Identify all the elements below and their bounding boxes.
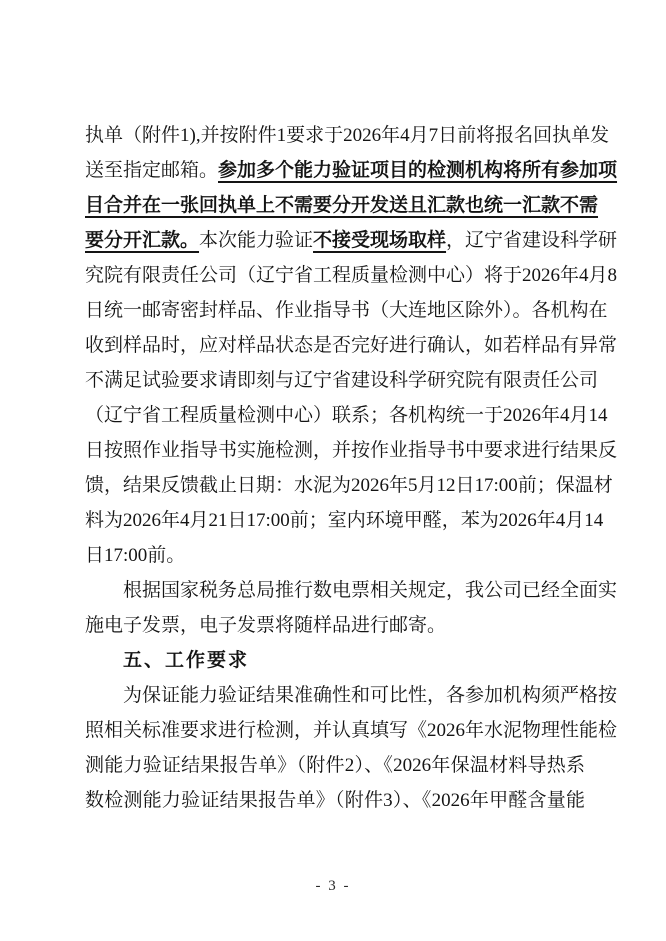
text-run: 究院有限责任公司（辽宁省工程质量检测中心）将于2026年4月8 — [85, 265, 618, 286]
text-run: 照相关标准要求进行检测，并认真填写《2026年水泥物理性能检 — [85, 720, 618, 741]
section-heading: 五、工作要求 — [123, 650, 250, 671]
text-line — [85, 643, 585, 678]
text-run: ，辽宁省建设科学研 — [446, 230, 618, 251]
text-line — [85, 783, 585, 818]
emphasis-underline-run: 参加多个能力验证项目的检测机构将所有参加项 — [218, 160, 618, 181]
text-line — [85, 538, 585, 573]
text-run: 日按照作业指导书实施检测，并按作业指导书中要求进行结果反 — [85, 440, 618, 461]
text-run: 数检测能力验证结果报告单》（附件3）、《2026年甲醛含量能 — [85, 790, 585, 811]
text-line — [85, 223, 618, 258]
text-line — [85, 363, 599, 398]
text-run: 收到样品时，应对样品状态是否完好进行确认，如若样品有异常 — [85, 335, 618, 356]
text-line — [85, 468, 613, 503]
text-line — [85, 503, 604, 538]
text-run: （辽宁省工程质量检测中心）联系；各机构统一于2026年4月14 — [85, 405, 608, 426]
document-body — [85, 118, 618, 818]
text-line — [85, 713, 618, 748]
text-line — [85, 118, 610, 153]
text-run: 料为2026年4月21日17:00前；室内环境甲醛，苯为2026年4月14 — [85, 510, 604, 531]
page-number: - 3 - — [315, 878, 351, 894]
text-line — [85, 153, 618, 188]
text-line — [85, 748, 585, 783]
text-line — [85, 573, 618, 608]
text-run: 本次能力验证 — [199, 230, 314, 251]
text-line — [85, 328, 618, 363]
emphasis-underline-run: 要分开汇款。 — [85, 230, 200, 251]
text-run: 日统一邮寄密封样品、作业指导书（大连地区除外）。各机构在 — [85, 300, 608, 321]
text-run: 不满足试验要求请即刻与辽宁省建设科学研究院有限责任公司 — [85, 370, 599, 391]
text-run: 送至指定邮箱。 — [85, 160, 219, 181]
text-line — [85, 188, 599, 223]
text-run: 执单（附件1),并按附件1要求于2026年4月7日前将报名回执单发 — [85, 125, 610, 146]
text-line — [85, 398, 608, 433]
text-line — [85, 678, 618, 713]
text-line — [85, 293, 608, 328]
text-run: 根据国家税务总局推行数电票相关规定，我公司已经全面实 — [123, 580, 618, 601]
emphasis-underline-run: 目合并在一张回执单上不需要分开发送且汇款也统一汇款不需 — [85, 195, 599, 216]
text-run: 日17:00前。 — [85, 545, 186, 566]
text-run: 为保证能力验证结果准确性和可比性，各参加机构须严格按 — [123, 685, 618, 706]
text-line — [85, 258, 618, 293]
text-run: 施电子发票，电子发票将随样品进行邮寄。 — [85, 615, 447, 636]
text-run: 馈，结果反馈截止日期：水泥为2026年5月12日17:00前；保温材 — [85, 475, 613, 496]
text-run: 测能力验证结果报告单》（附件2）、《2026年保温材料导热系 — [85, 755, 585, 776]
text-line — [85, 433, 618, 468]
text-line — [85, 608, 585, 643]
emphasis-underline-run: 不接受现场取样 — [313, 230, 447, 251]
